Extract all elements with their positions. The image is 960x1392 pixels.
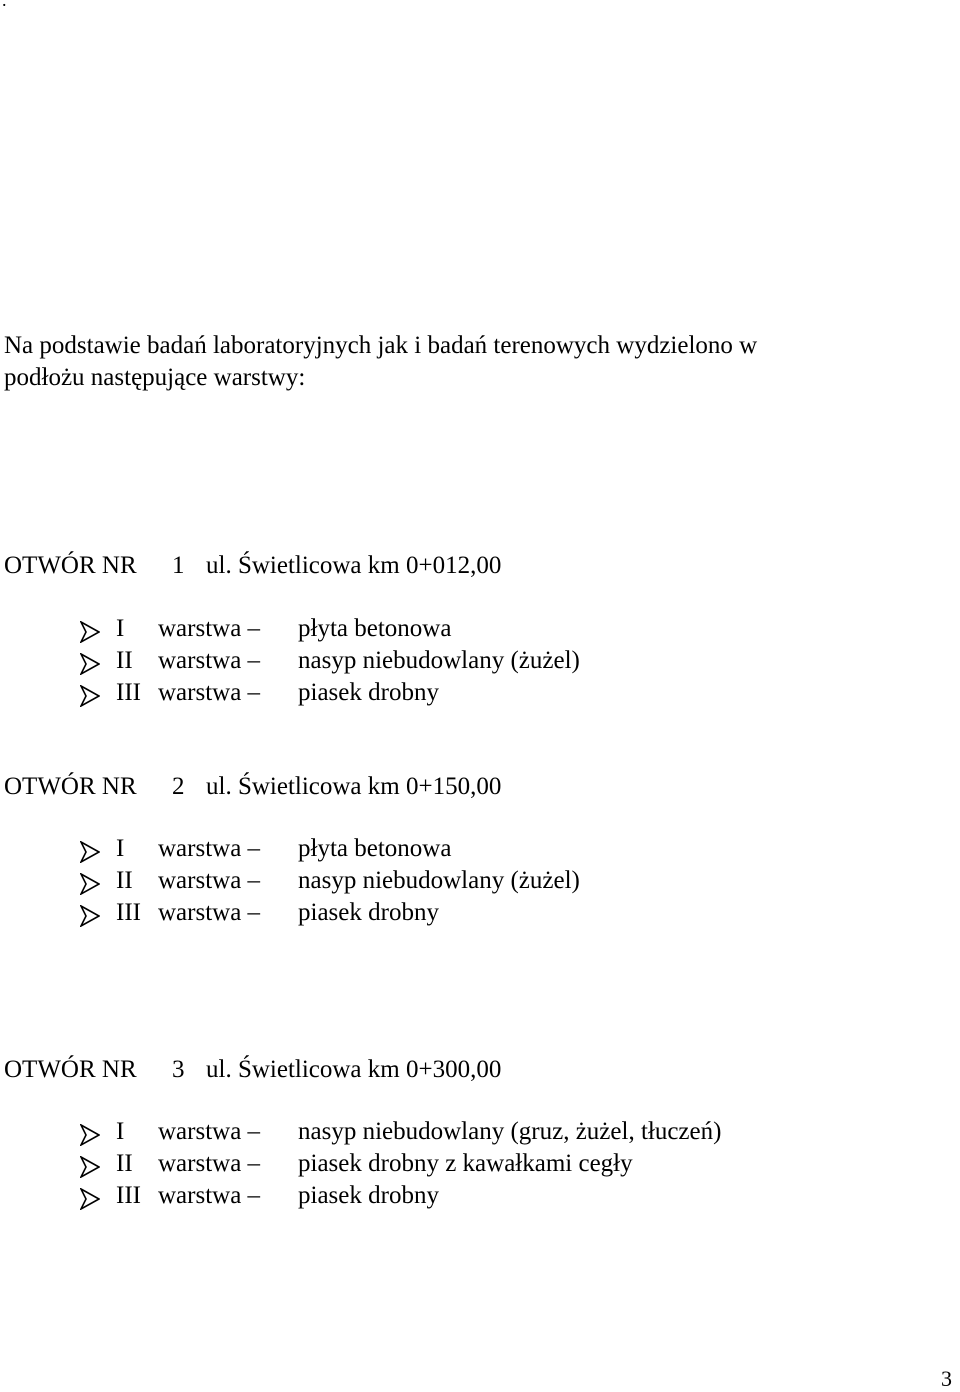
layer-roman: III (116, 899, 141, 926)
layer-description: piasek drobny (298, 1182, 439, 1209)
layer-roman: I (116, 615, 125, 642)
bullet-arrow-icon (80, 873, 100, 895)
layer-description: piasek drobny z kawałkami cegły (298, 1150, 633, 1177)
bullet-arrow-icon (80, 841, 100, 863)
layer-description: nasyp niebudowlany (gruz, żużel, tłuczeń) (298, 1118, 722, 1145)
layer-roman: III (116, 679, 141, 706)
bullet-arrow-icon (80, 1124, 100, 1146)
layer-description: płyta betonowa (298, 615, 452, 642)
borehole-label: OTWÓR NR (4, 773, 137, 800)
corner-mark: . (2, 0, 7, 10)
layer-description: płyta betonowa (298, 835, 452, 862)
layer-label: warstwa – (158, 835, 261, 862)
layer-roman: III (116, 1182, 141, 1209)
bullet-arrow-icon (80, 1156, 100, 1178)
bullet-arrow-icon (80, 653, 100, 675)
bullet-arrow-icon (80, 1188, 100, 1210)
layer-label: warstwa – (158, 679, 261, 706)
intro-line-1: Na podstawie badań laboratoryjnych jak i badań terenowych wydzielono w (4, 332, 758, 359)
borehole-label: OTWÓR NR (4, 1056, 137, 1083)
bullet-arrow-icon (80, 621, 100, 643)
bullet-arrow-icon (80, 905, 100, 927)
layer-description: piasek drobny (298, 899, 439, 926)
layer-description: nasyp niebudowlany (żużel) (298, 647, 580, 674)
layer-label: warstwa – (158, 1150, 261, 1177)
layer-roman: II (116, 1150, 133, 1177)
borehole-label: OTWÓR NR (4, 552, 137, 579)
page-number: 3 (941, 1366, 952, 1391)
borehole-location: ul. Świetlicowa km 0+150,00 (206, 773, 502, 800)
bullet-arrow-icon (80, 685, 100, 707)
borehole-number: 3 (172, 1056, 185, 1083)
borehole-location: ul. Świetlicowa km 0+300,00 (206, 1056, 502, 1083)
borehole-number: 2 (172, 773, 185, 800)
layer-label: warstwa – (158, 615, 261, 642)
layer-roman: I (116, 835, 125, 862)
layer-roman: II (116, 647, 133, 674)
layer-label: warstwa – (158, 647, 261, 674)
borehole-number: 1 (172, 552, 185, 579)
layer-roman: II (116, 867, 133, 894)
layer-roman: I (116, 1118, 125, 1145)
layer-description: piasek drobny (298, 679, 439, 706)
layer-label: warstwa – (158, 867, 261, 894)
layer-label: warstwa – (158, 1182, 261, 1209)
layer-label: warstwa – (158, 899, 261, 926)
layer-description: nasyp niebudowlany (żużel) (298, 867, 580, 894)
layer-label: warstwa – (158, 1118, 261, 1145)
borehole-location: ul. Świetlicowa km 0+012,00 (206, 552, 502, 579)
intro-line-2: podłożu następujące warstwy: (4, 364, 306, 391)
